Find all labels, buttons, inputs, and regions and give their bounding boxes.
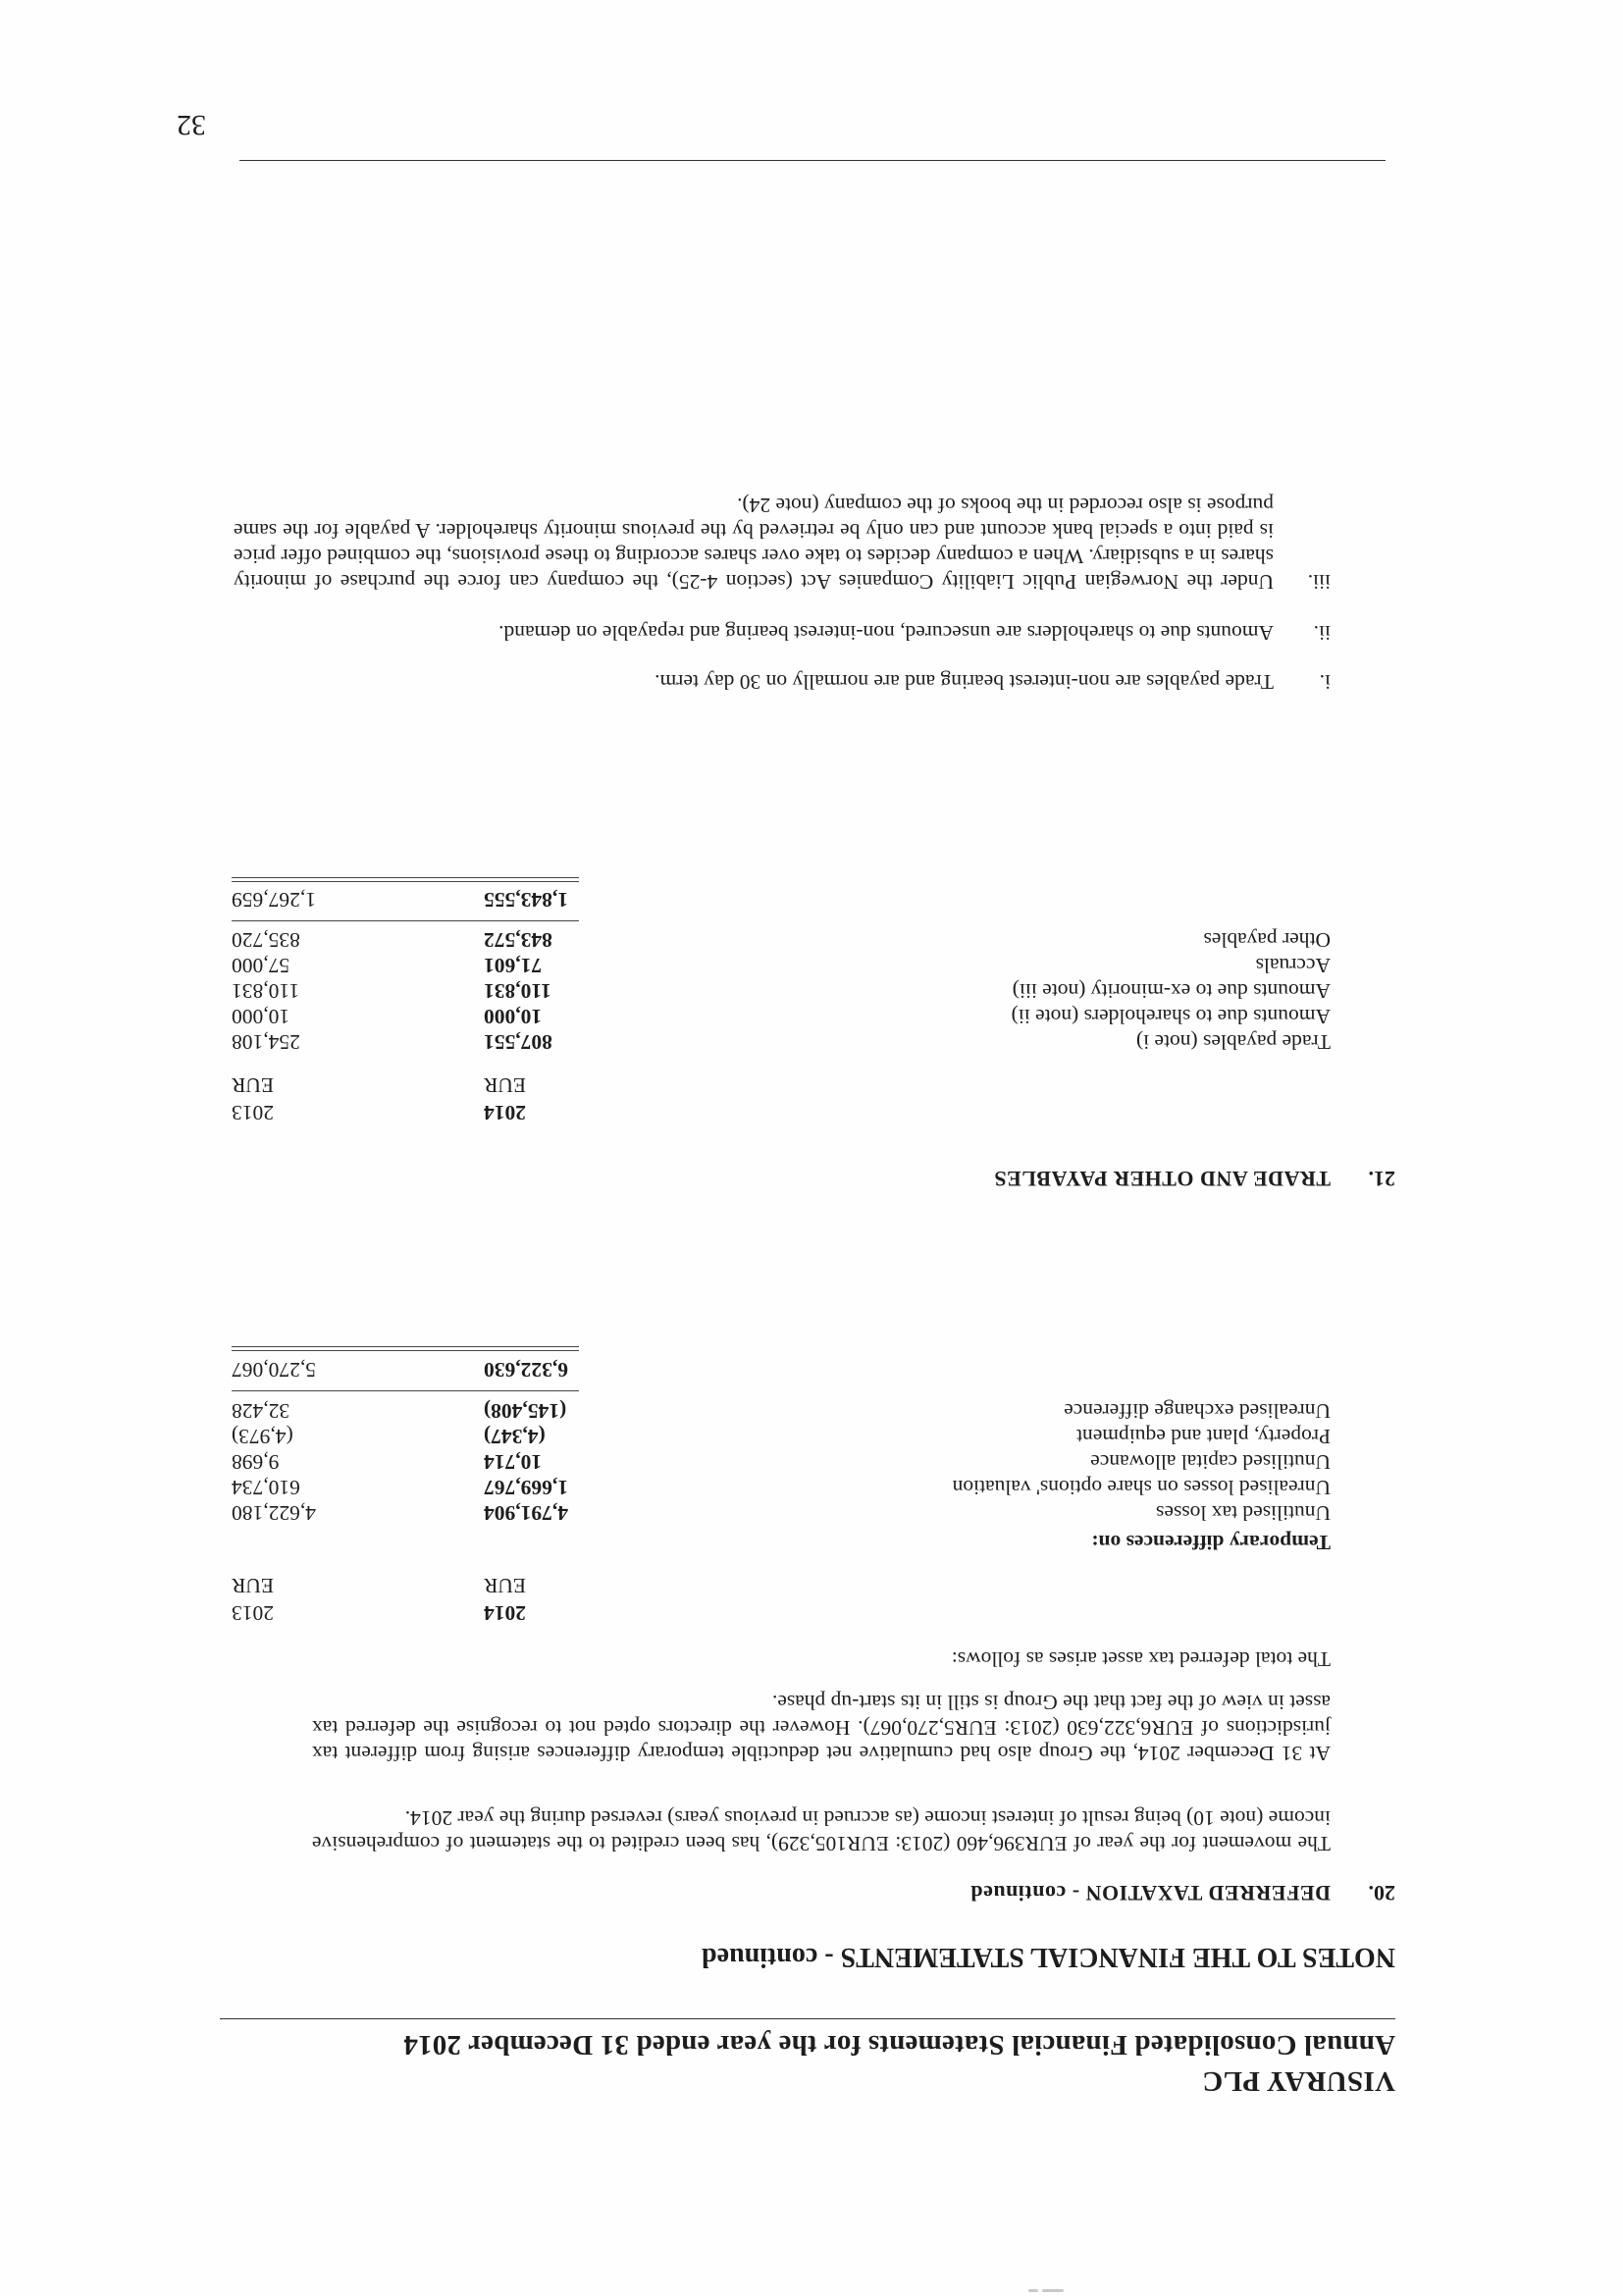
double-rule: [232, 877, 579, 878]
value-2013: 9,698: [232, 1450, 280, 1474]
total-2014: 1,843,555: [484, 888, 568, 912]
section-20-title: DEFERRED TAXATION - continued: [969, 1881, 1331, 1905]
currency-2014: EUR: [484, 1574, 526, 1597]
value-2014: 10,714: [484, 1450, 543, 1474]
temporary-differences-label: Temporary differences on:: [1091, 1531, 1331, 1554]
value-2013: 110,831: [232, 979, 300, 1003]
row-label: Trade payables (note i): [1135, 1030, 1331, 1054]
row-label: Unrealised losses on share options' valuation: [952, 1476, 1331, 1499]
notes-title: NOTES TO THE FINANCIAL STATEMENTS - continued: [702, 1942, 1395, 1972]
section-21-number: 21.: [1368, 1167, 1395, 1191]
row-label: Amounts due to shareholders (note ii): [1011, 1005, 1331, 1028]
value-2013: 32,428: [232, 1399, 290, 1423]
table-total-row: [232, 884, 1623, 912]
column-2013: 2013: [232, 1601, 274, 1625]
row-label: Unutilised tax losses: [1156, 1501, 1331, 1525]
value-2014: 4,791,904: [484, 1501, 568, 1525]
note-text: Under the Norwegian Public Liability Companies Act (section 4-25), the company can force the purchase of minority shares in a subsidiary. When a company decides to take over shares according to these provisions, the combined offer price is paid into a special bank account and can only be retrieved by the previous minority shareholder. A payable for the same purpose is also recorded in the books of the company (note 24).: [234, 494, 1274, 594]
table-row: [232, 924, 1623, 952]
footer-rule: [239, 160, 1386, 161]
note-number: ii.: [1313, 621, 1331, 645]
table-row: [232, 950, 1623, 977]
column-2014: 2014: [484, 1101, 526, 1124]
table-header-years: [232, 1097, 1623, 1124]
section-20-table-intro: The total deferred tax asset arises as follows:: [951, 1647, 1331, 1671]
company-name: VISURAY PLC: [1202, 2065, 1395, 2097]
note-text: Amounts due to shareholders are unsecured, non-interest bearing and repayable on demand.: [498, 621, 1274, 645]
value-2014: 1,669,767: [484, 1476, 568, 1499]
value-2014: 10,000: [484, 1005, 543, 1028]
payables-table: [232, 0, 1623, 2296]
value-2013: (4,973): [232, 1425, 293, 1448]
section-20-paragraph: The movement for the year of EUR396,460 (2013: EUR105,329), has been credited to the statement of comprehensive income (note 10) being result of interest income (as accrued in previous years) reversed during the year 2014.: [312, 1806, 1331, 1855]
row-label: Amounts due to ex-minority (note iii): [1012, 979, 1331, 1003]
total-2013: 5,270,067: [232, 1358, 316, 1382]
table-row: [232, 1026, 1623, 1054]
row-label: Unutilised capital allowance: [1090, 1450, 1331, 1474]
value-2013: 10,000: [232, 1005, 290, 1028]
total-rule: [232, 920, 579, 921]
note-number: iii.: [1307, 570, 1331, 594]
section-21-title: TRADE AND OTHER PAYABLES: [993, 1167, 1331, 1191]
row-label: Property, plant and equipment: [1076, 1425, 1331, 1448]
note-text: Trade payables are non-interest bearing and are normally on 30 day term.: [654, 670, 1274, 694]
value-2013: 610,734: [232, 1476, 300, 1499]
value-2013: 254,108: [232, 1030, 300, 1054]
value-2014: 807,551: [484, 1030, 552, 1054]
table-header-currency: [232, 1070, 1623, 1097]
table-row: [232, 975, 1623, 1003]
value-2013: 57,000: [232, 954, 290, 977]
report-title: Annual Consolidated Financial Statements for the year ended 31 December 2014: [403, 2029, 1395, 2061]
row-label: Accruals: [1255, 954, 1331, 977]
column-2014: 2014: [484, 1601, 526, 1625]
section-20-paragraph: At 31 December 2014, the Group also had cumulative net deductible temporary differences arising from different tax jurisdictions of EUR6,322,630 (2013: EUR5,270,067). However the directors opted not to recognise the deferred tax asset in view of the fact that the Group is still in its start-up phase.: [312, 1691, 1331, 1765]
value-2014: (145,408): [484, 1399, 567, 1423]
total-2014: 6,322,630: [484, 1358, 568, 1382]
value-2014: 71,601: [484, 954, 543, 977]
value-2014: 110,831: [484, 979, 551, 1003]
row-label: Other payables: [1203, 928, 1331, 952]
value-2014: (4,347): [484, 1425, 546, 1448]
value-2013: 4,622,180: [232, 1501, 316, 1525]
value-2014: 843,572: [484, 928, 552, 952]
currency-2013: EUR: [232, 1574, 274, 1597]
value-2013: 835,720: [232, 928, 300, 952]
row-label: Unrealised exchange difference: [1064, 1399, 1331, 1423]
page-number: 32: [177, 109, 206, 141]
currency-2013: EUR: [232, 1073, 274, 1097]
section-20-number: 20.: [1368, 1881, 1395, 1905]
total-2013: 1,267,659: [232, 888, 316, 912]
currency-2014: EUR: [484, 1073, 526, 1097]
note-number: i.: [1319, 670, 1331, 694]
double-rule: [232, 881, 579, 882]
table-row: [232, 1001, 1623, 1028]
column-2013: 2013: [232, 1101, 274, 1124]
